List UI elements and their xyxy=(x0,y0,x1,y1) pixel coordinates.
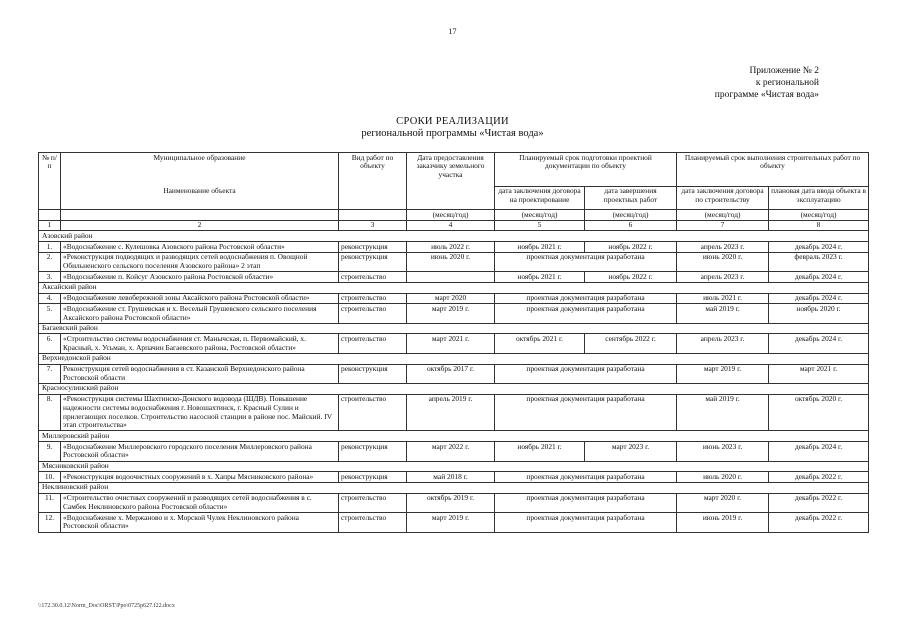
document-title xyxy=(0,116,905,140)
commissioning-date: декабрь 2024 г. xyxy=(769,242,869,253)
land-date: май 2018 г. xyxy=(407,472,495,483)
row-number: 11. xyxy=(39,493,61,512)
construction-contract-date: июль 2021 г. xyxy=(677,293,769,304)
construction-contract-date: апрель 2023 г. xyxy=(677,272,769,283)
object-name: «Водоснабжение левобережной зоны Аксайского района Ростовской области» xyxy=(61,293,339,304)
table-row xyxy=(39,293,869,304)
design-status: проектная документация разработана xyxy=(495,304,677,323)
table-row xyxy=(39,394,869,431)
row-number: 3. xyxy=(39,272,61,283)
work-type: строительство xyxy=(339,334,407,353)
construction-contract-date: март 2019 г. xyxy=(677,364,769,383)
construction-contract-date: апрель 2023 г. xyxy=(677,242,769,253)
design-status: проектная документация разработана xyxy=(495,472,677,483)
table-row xyxy=(39,272,869,283)
object-name: «Реконструкция подводящих и разводящих сетей водоснабжения п. Овощной Обильненского сельского поселения Азовского района» 2 этап xyxy=(61,252,339,271)
header-design-group: Планируемый срок подготовки проектной документации по объекту xyxy=(495,153,677,187)
commissioning-date: декабрь 2022 г. xyxy=(769,493,869,512)
land-date xyxy=(407,272,495,283)
row-number: 8. xyxy=(39,394,61,431)
col-number: 2 xyxy=(61,220,339,231)
schedule-table xyxy=(38,152,869,533)
commissioning-date: декабрь 2024 г. xyxy=(769,442,869,461)
header-design-completion: дата завершения проектных работ xyxy=(585,186,677,210)
design-status: проектная документация разработана xyxy=(495,394,677,431)
commissioning-date: декабрь 2022 г. xyxy=(769,513,869,532)
land-date: март 2019 г. xyxy=(407,513,495,532)
district-name: Багаевский район xyxy=(39,323,869,334)
district-name: Миллеровский район xyxy=(39,431,869,442)
page-number: 17 xyxy=(448,27,457,36)
table-row xyxy=(39,242,869,253)
row-number: 4. xyxy=(39,293,61,304)
title-sub: региональной программы «Чистая вода» xyxy=(361,128,544,139)
land-date: апрель 2019 г. xyxy=(407,394,495,431)
design-status: проектная документация разработана xyxy=(495,493,677,512)
land-date: март 2019 г. xyxy=(407,304,495,323)
design-contract-date: ноябрь 2021 г. xyxy=(495,242,585,253)
header-design-contract: дата заключения договора на проектирование xyxy=(495,186,585,210)
construction-contract-date: июнь 2019 г. xyxy=(677,513,769,532)
header-construction-group: Планируемый срок выполнения строительных работ по объекту xyxy=(677,153,869,187)
header-municipality: Муниципальное образование xyxy=(61,153,339,187)
design-status: проектная документация разработана xyxy=(495,364,677,383)
design-status: проектная документация разработана xyxy=(495,513,677,532)
construction-contract-date: июнь 2023 г. xyxy=(677,442,769,461)
object-name: «Водоснабжение п. Койсуг Азовского района Ростовской области» xyxy=(61,272,339,283)
design-contract-date: ноябрь 2021 г. xyxy=(495,442,585,461)
district-row xyxy=(39,323,869,334)
design-contract-date: ноябрь 2021 г. xyxy=(495,272,585,283)
object-name: «Водоснабжение Миллеровского городского поселения Миллеровского района Ростовской области» xyxy=(61,442,339,461)
col-number: 3 xyxy=(339,220,407,231)
construction-contract-date: июнь 2020 г. xyxy=(677,252,769,271)
appendix-line: программе «Чистая вода» xyxy=(714,90,819,100)
district-name: Азовский район xyxy=(39,231,869,242)
work-type: реконструкция xyxy=(339,472,407,483)
table-row xyxy=(39,442,869,461)
table-row xyxy=(39,493,869,512)
construction-contract-date: июль 2020 г. xyxy=(677,472,769,483)
design-end-date: ноябрь 2022 г. xyxy=(585,242,677,253)
construction-contract-date: май 2019 г. xyxy=(677,394,769,431)
row-number: 2. xyxy=(39,252,61,271)
design-end-date: сентябрь 2022 г. xyxy=(585,334,677,353)
commissioning-date: декабрь 2024 г. xyxy=(769,334,869,353)
file-path: \\172.30.0.12\Norm_Doc\ORST\Ppo\0725p627.f22.docx xyxy=(38,603,175,609)
row-number: 10. xyxy=(39,472,61,483)
work-type: строительство xyxy=(339,394,407,431)
appendix-header xyxy=(715,65,819,101)
header-work-type: Вид работ по объекту xyxy=(339,153,407,210)
work-type: строительство xyxy=(339,272,407,283)
table-row xyxy=(39,252,869,271)
land-date: июнь 2020 г. xyxy=(407,252,495,271)
work-type: строительство xyxy=(339,493,407,512)
land-date: март 2020 xyxy=(407,293,495,304)
row-number: 6. xyxy=(39,334,61,353)
unit-label: (месяц/год) xyxy=(495,210,585,221)
district-row xyxy=(39,353,869,364)
work-type: строительство xyxy=(339,293,407,304)
table-row xyxy=(39,334,869,353)
design-end-date: ноябрь 2022 г. xyxy=(585,272,677,283)
table-row xyxy=(39,364,869,383)
construction-contract-date: апрель 2023 г. xyxy=(677,334,769,353)
table-body xyxy=(39,231,869,532)
land-date: июль 2022 г. xyxy=(407,242,495,253)
header-num: № п/п xyxy=(39,153,61,210)
district-row xyxy=(39,431,869,442)
land-date: март 2021 г. xyxy=(407,334,495,353)
land-date: октябрь 2019 г. xyxy=(407,493,495,512)
work-type: реконструкция xyxy=(339,442,407,461)
object-name: «Водоснабжение ст. Грушевская и х. Веселый Грушевского сельского поселения Аксайского района Ростовской области» xyxy=(61,304,339,323)
row-number: 5. xyxy=(39,304,61,323)
appendix-line: Приложение № 2 xyxy=(749,66,819,76)
district-name: Аксайский район xyxy=(39,282,869,293)
commissioning-date: октябрь 2020 г. xyxy=(769,394,869,431)
construction-contract-date: март 2020 г. xyxy=(677,493,769,512)
work-type: строительство xyxy=(339,513,407,532)
appendix-line: к региональной xyxy=(755,78,819,88)
col-number: 4 xyxy=(407,220,495,231)
col-number: 6 xyxy=(585,220,677,231)
land-date: октябрь 2017 г. xyxy=(407,364,495,383)
unit-label: (месяц/год) xyxy=(407,210,495,221)
construction-contract-date: май 2019 г. xyxy=(677,304,769,323)
table-row xyxy=(39,513,869,532)
object-name: «Реконструкция водоочистных сооружений в х. Хапры Мясниковского района» xyxy=(61,472,339,483)
col-number: 8 xyxy=(769,220,869,231)
district-row xyxy=(39,231,869,242)
commissioning-date: февраль 2023 г. xyxy=(769,252,869,271)
design-status: проектная документация разработана xyxy=(495,252,677,271)
unit-label: (месяц/год) xyxy=(769,210,869,221)
row-number: 12. xyxy=(39,513,61,532)
header-object-name: Наименование объекта xyxy=(61,186,339,210)
district-name: Красносулинский район xyxy=(39,383,869,394)
work-type: реконструкция xyxy=(339,242,407,253)
work-type: реконструкция xyxy=(339,252,407,271)
design-end-date: март 2023 г. xyxy=(585,442,677,461)
object-name: «Водоснабжение с. Кулешовка Азовского района Ростовской области» xyxy=(61,242,339,253)
commissioning-date: ноябрь 2020 г. xyxy=(769,304,869,323)
title-main: СРОКИ РЕАЛИЗАЦИИ xyxy=(396,116,509,127)
col-number: 1 xyxy=(39,220,61,231)
unit-label: (месяц/год) xyxy=(677,210,769,221)
table-row xyxy=(39,304,869,323)
header-construction-contract: дата заключения договора по строительству xyxy=(677,186,769,210)
object-name: «Реконструкция системы Шахтинско-Донского водовода (ШДВ). Повышение надежности системы водоснабжения г. Новошахтинск, г. Красный Сулин и прилегающих поселков. Строительство насосной станции в районе пос. Майский. IV этап строительства» xyxy=(61,394,339,431)
commissioning-date: март 2021 г. xyxy=(769,364,869,383)
col-number: 5 xyxy=(495,220,585,231)
commissioning-date: декабрь 2024 г. xyxy=(769,293,869,304)
object-name: Реконструкция сетей водоснабжения в ст. Казанской Верхнедонского района Ростовской области xyxy=(61,364,339,383)
col-number: 7 xyxy=(677,220,769,231)
land-date: март 2022 г. xyxy=(407,442,495,461)
design-contract-date: октябрь 2021 г. xyxy=(495,334,585,353)
object-name: «Строительство системы водоснабжения ст. Манычская, п. Первомайский, х. Красный, х. Усьман, х. Арпачин Багаевского района, Ростовской области» xyxy=(61,334,339,353)
row-number: 7. xyxy=(39,364,61,383)
district-row xyxy=(39,282,869,293)
header-commissioning: плановая дата ввода объекта в эксплуатацию xyxy=(769,186,869,210)
unit-label: (месяц/год) xyxy=(585,210,677,221)
row-number: 1. xyxy=(39,242,61,253)
table-row xyxy=(39,472,869,483)
district-row xyxy=(39,461,869,472)
design-status: проектная документация разработана xyxy=(495,293,677,304)
header-customer-date: Дата предоставления заказчику земельного участка xyxy=(407,153,495,210)
work-type: реконструкция xyxy=(339,364,407,383)
district-row xyxy=(39,482,869,493)
row-number: 9. xyxy=(39,442,61,461)
object-name: «Строительство очистных сооружений и разводящих сетей водоснабжения в с. Самбек Неклиновского района Ростовской области» xyxy=(61,493,339,512)
district-name: Неклиновский район xyxy=(39,482,869,493)
commissioning-date: декабрь 2022 г. xyxy=(769,472,869,483)
object-name: «Водоснабжение х. Мержаново и х. Морской Чулек Неклиновского района Ростовской области» xyxy=(61,513,339,532)
district-name: Мясниковский район xyxy=(39,461,869,472)
work-type: строительство xyxy=(339,304,407,323)
district-row xyxy=(39,383,869,394)
commissioning-date: декабрь 2024 г. xyxy=(769,272,869,283)
district-name: Верхнедонской район xyxy=(39,353,869,364)
